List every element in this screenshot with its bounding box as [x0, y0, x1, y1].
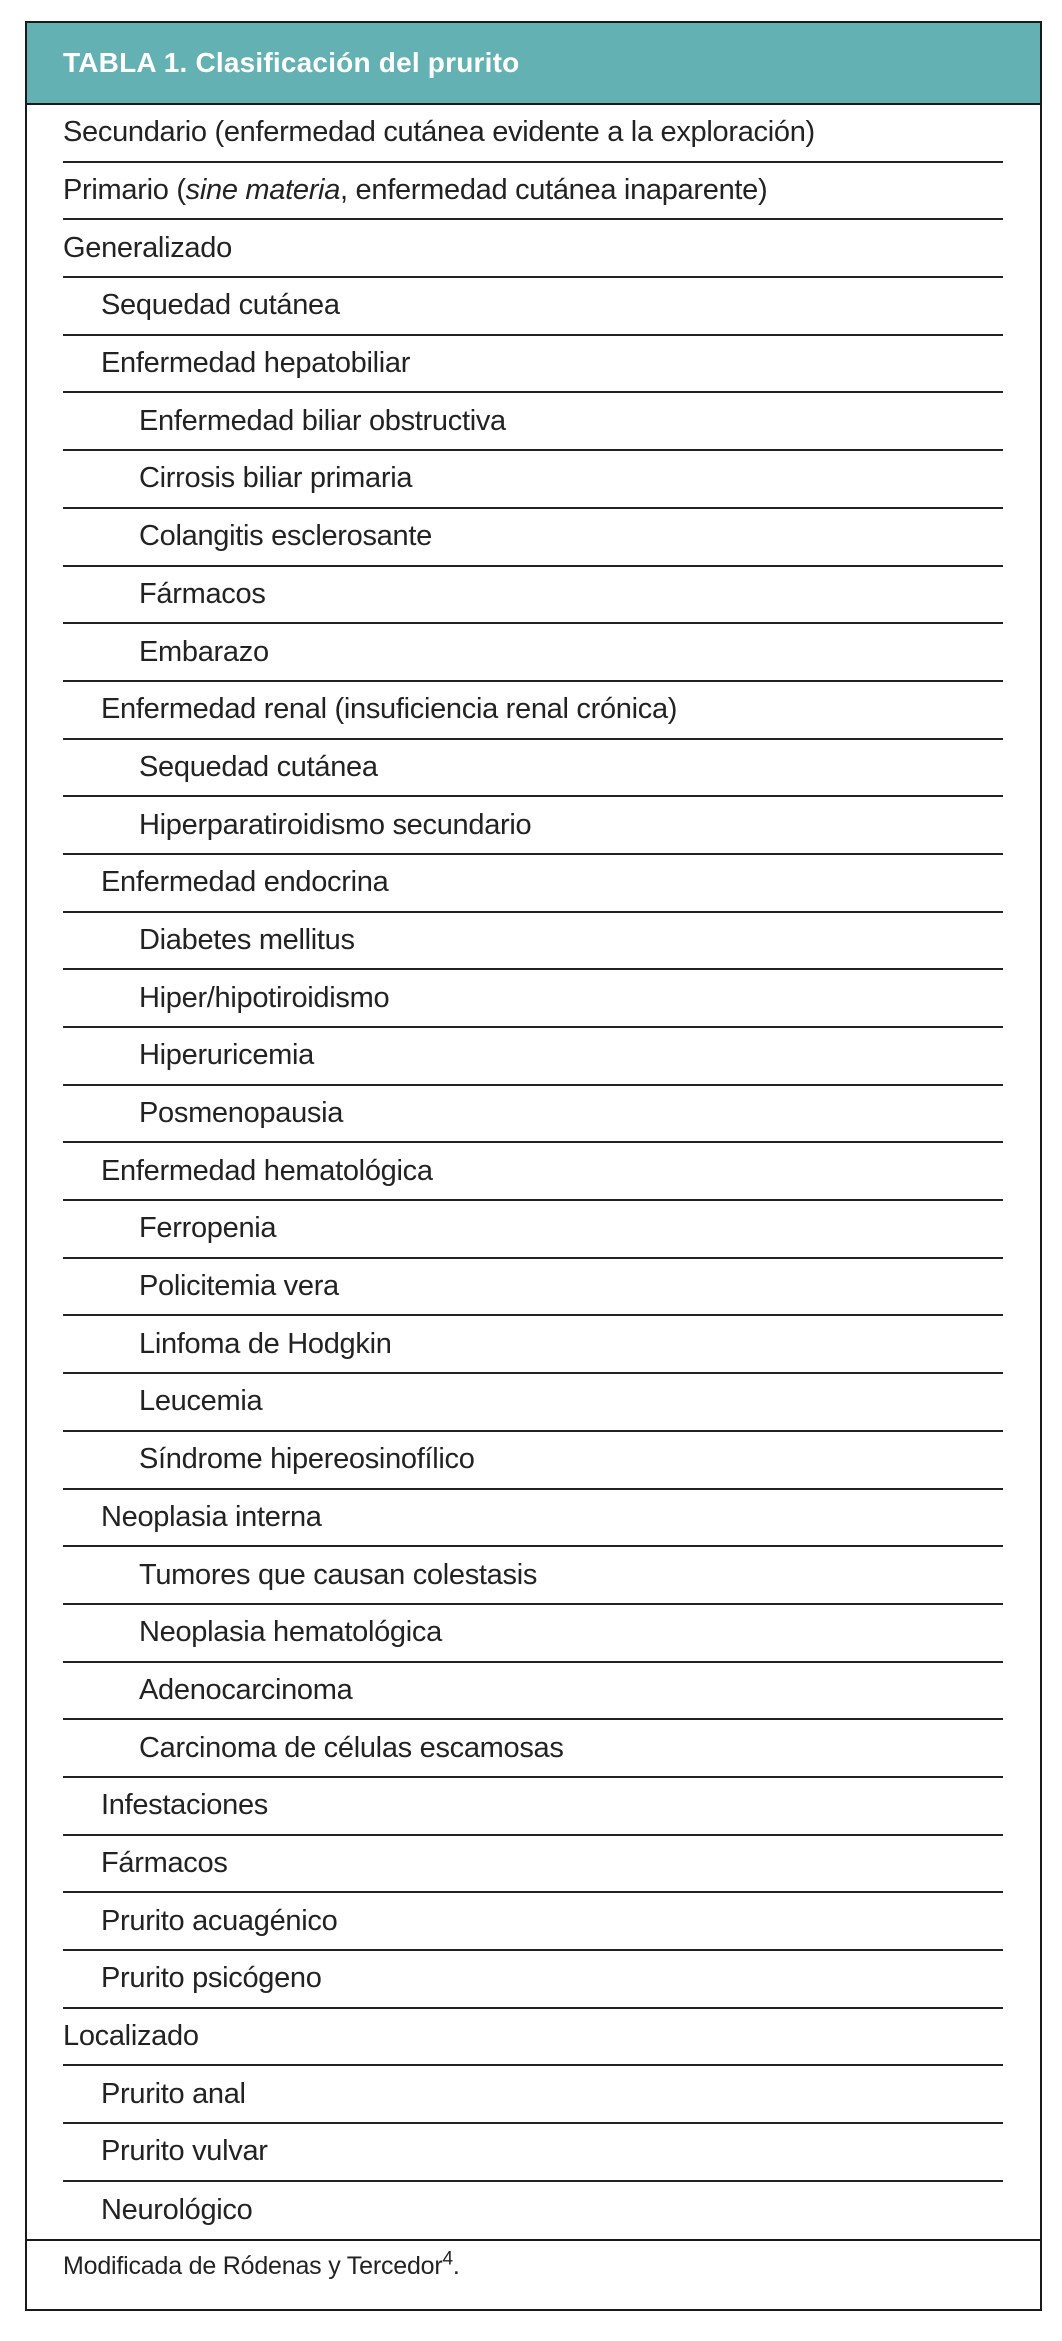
row-text: sine materia [185, 174, 341, 207]
table-row [63, 1778, 1003, 1836]
row-text: Carcinoma de células escamosas [139, 1731, 564, 1764]
table-row [63, 278, 1003, 336]
row-text: Posmenopausia [139, 1097, 344, 1130]
table-row [63, 1547, 1003, 1605]
row-text: Neoplasia hematológica [139, 1616, 442, 1649]
table-row [63, 1951, 1003, 2009]
row-text: Leucemia [139, 1385, 263, 1418]
row-text: Secundario (enfermedad cutánea evidente a la exploración) [63, 116, 815, 149]
row-text: Prurito psicógeno [101, 1962, 322, 1995]
table-row [63, 2182, 1003, 2240]
row-text: , enfermedad cutánea inaparente) [340, 174, 768, 207]
table-row [63, 970, 1003, 1028]
row-text: Enfermedad biliar obstructiva [139, 404, 506, 437]
row-text: Hiperparatiroidismo secundario [139, 808, 532, 841]
table-row [63, 105, 1003, 163]
table-row [63, 1028, 1003, 1086]
row-text: Enfermedad renal (insuficiencia renal crónica) [101, 693, 678, 726]
row-text: Colangitis esclerosante [139, 520, 432, 553]
row-text: Hiper/hipotiroidismo [139, 981, 390, 1014]
footnote-period: . [452, 2252, 460, 2281]
row-text: Prurito vulvar [101, 2135, 268, 2168]
table-row [63, 1490, 1003, 1548]
table-row [63, 220, 1003, 278]
table-row [63, 740, 1003, 798]
table-row [63, 1201, 1003, 1259]
row-text: Embarazo [139, 635, 269, 668]
table-row [63, 1836, 1003, 1894]
row-text: Enfermedad hematológica [101, 1154, 433, 1187]
row-text: Fármacos [101, 1846, 228, 1879]
table-row [63, 1316, 1003, 1374]
row-text: Localizado [63, 2020, 199, 2053]
table-row [63, 1259, 1003, 1317]
table-row [63, 1605, 1003, 1663]
table-footnote-row [27, 2239, 1040, 2309]
row-text: Síndrome hipereosinofílico [139, 1443, 475, 1476]
row-text: Linfoma de Hodgkin [139, 1327, 392, 1360]
table-row [63, 913, 1003, 971]
table-row [63, 682, 1003, 740]
table-row [63, 393, 1003, 451]
table-row [63, 1432, 1003, 1490]
table-row [63, 1663, 1003, 1721]
footnote-citation-number: 4 [442, 2249, 453, 2271]
row-text: Ferropenia [139, 1212, 277, 1245]
row-text: Adenocarcinoma [139, 1673, 353, 1706]
row-text: Neoplasia interna [101, 1500, 322, 1533]
row-text: Prurito anal [101, 2077, 246, 2110]
table-row [63, 855, 1003, 913]
row-text: Sequedad cutánea [101, 289, 340, 322]
row-text: Diabetes mellitus [139, 923, 355, 956]
table-row [63, 797, 1003, 855]
table-row [63, 1374, 1003, 1432]
row-text: Prurito acuagénico [101, 1904, 338, 1937]
table-title: TABLA 1. Clasificación del prurito [63, 47, 520, 78]
table-row [63, 2124, 1003, 2182]
table-row [63, 336, 1003, 394]
row-text: Policitemia vera [139, 1270, 339, 1303]
row-text: Hiperuricemia [139, 1039, 314, 1072]
footnote-text: Modificada de Ródenas y Tercedor [63, 2252, 443, 2281]
row-text: Generalizado [63, 231, 232, 264]
table-row [63, 1893, 1003, 1951]
row-text: Primario ( [63, 174, 186, 207]
row-text: Enfermedad hepatobiliar [101, 347, 411, 380]
table-row [63, 567, 1003, 625]
table-row [63, 624, 1003, 682]
table-row [63, 509, 1003, 567]
table-row [63, 1086, 1003, 1144]
row-text: Infestaciones [101, 1789, 268, 1822]
table-row [63, 1720, 1003, 1778]
table-row [63, 163, 1003, 221]
row-text: Sequedad cutánea [139, 750, 378, 783]
table-row [63, 451, 1003, 509]
row-text: Neurológico [101, 2194, 253, 2227]
table-title-bar [27, 23, 1040, 105]
table-row [63, 1143, 1003, 1201]
row-text: Enfermedad endocrina [101, 866, 389, 899]
table-row [63, 2066, 1003, 2124]
table-row [63, 2009, 1003, 2067]
row-text: Tumores que causan colestasis [139, 1558, 538, 1591]
row-text: Cirrosis biliar primaria [139, 462, 413, 495]
pruritus-classification-table [25, 21, 1042, 2311]
row-text: Fármacos [139, 577, 266, 610]
table-rows [27, 105, 1040, 2239]
